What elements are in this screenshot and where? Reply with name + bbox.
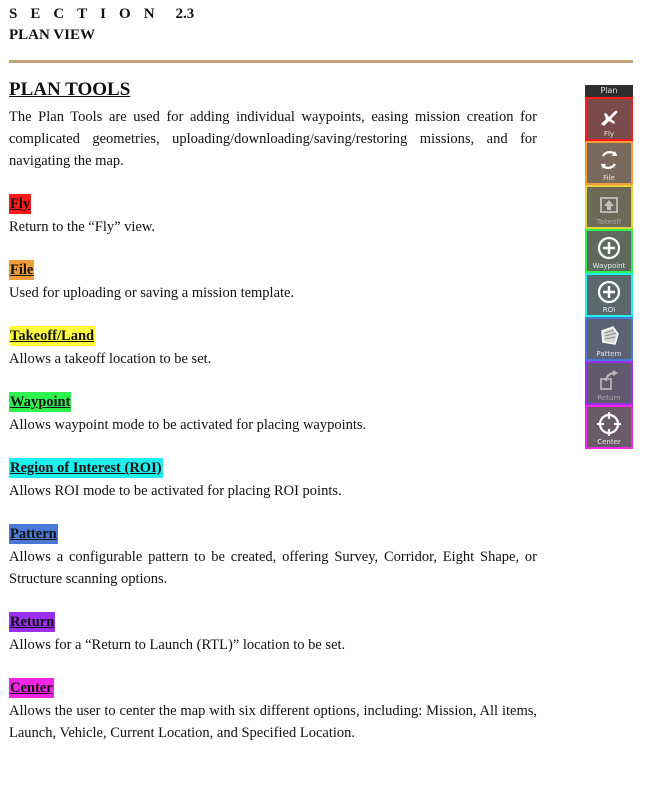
takeoff-button-label: Takeoff [596,218,622,226]
tool-entry-return [9,612,537,656]
page-heading: PLAN TOOLS [9,79,131,100]
tool-title-center: Center [10,680,53,696]
header-divider [9,60,633,63]
tool-title-fly: Fly [10,196,31,212]
roi-button[interactable] [585,273,633,317]
tool-entry-center [9,678,537,744]
main-content [9,78,537,744]
toolbar-label: Plan [600,86,618,95]
tool-desc-pattern: Allows a configurable pattern to be created, offering Survey, Corridor, Eight Shape, or Structure scanning options. [9,549,537,587]
fly-button-label: Fly [603,130,615,138]
tool-entry-roi [9,458,537,502]
tool-desc-file: Used for uploading or saving a mission template. [9,285,295,301]
tool-title-roi: Region of Interest (ROI) [10,460,162,476]
crosshair-icon [595,410,623,438]
return-button[interactable] [585,361,633,405]
plus-circle-icon [595,278,623,306]
fly-button[interactable] [585,97,633,141]
view-title: PLAN VIEW [9,27,95,43]
tool-desc-takeoff: Allows a takeoff location to be set. [9,351,212,367]
file-button[interactable] [585,141,633,185]
tool-desc-return: Allows for a “Return to Launch (RTL)” location to be set. [9,637,346,653]
tool-entry-waypoint [9,392,537,436]
tool-title-pattern: Pattern [10,526,57,542]
return-button-label: Return [597,394,621,402]
tool-entry-pattern [9,524,537,590]
section-label [9,6,194,23]
section-word: SECTION [9,6,168,22]
waypoint-button-label: Waypoint [592,262,626,270]
tool-title-file: File [10,262,34,278]
pattern-button-label: Pattern [596,350,622,358]
center-button-label: Center [597,438,621,446]
roi-button-label: ROI [602,306,616,314]
takeoff-icon [595,190,623,218]
tool-title-return: Return [10,614,55,630]
tool-title-takeoff: Takeoff/Land [10,328,95,344]
center-button[interactable] [585,405,633,449]
intro-paragraph: The Plan Tools are used for adding individual waypoints, easing mission creation for complicated geometries, uploading/downloading/saving/restoring missions, and for navigating the map. [9,109,537,169]
plan-toolbar [585,85,633,449]
tool-list [9,194,537,744]
polygon-icon [595,322,623,350]
pattern-button[interactable] [585,317,633,361]
tool-entry-fly [9,194,537,238]
tool-entry-file [9,260,537,304]
section-number: 2.3 [175,6,195,22]
tool-desc-fly: Return to the “Fly” view. [9,219,156,235]
waypoint-button[interactable] [585,229,633,273]
plane-icon [595,102,623,130]
tool-desc-roi: Allows ROI mode to be activated for placing ROI points. [9,483,342,499]
tool-desc-waypoint: Allows waypoint mode to be activated for placing waypoints. [9,417,367,433]
tool-entry-takeoff [9,326,537,370]
file-button-label: File [603,174,615,182]
sync-icon [595,146,623,174]
plus-circle-icon [595,234,623,262]
takeoff-button[interactable] [585,185,633,229]
return-icon [595,366,623,394]
tool-title-waypoint: Waypoint [10,394,71,410]
tool-desc-center: Allows the user to center the map with six different options, including: Mission, All items, Launch, Vehicle, Current Location, and Specified Location. [9,703,537,741]
